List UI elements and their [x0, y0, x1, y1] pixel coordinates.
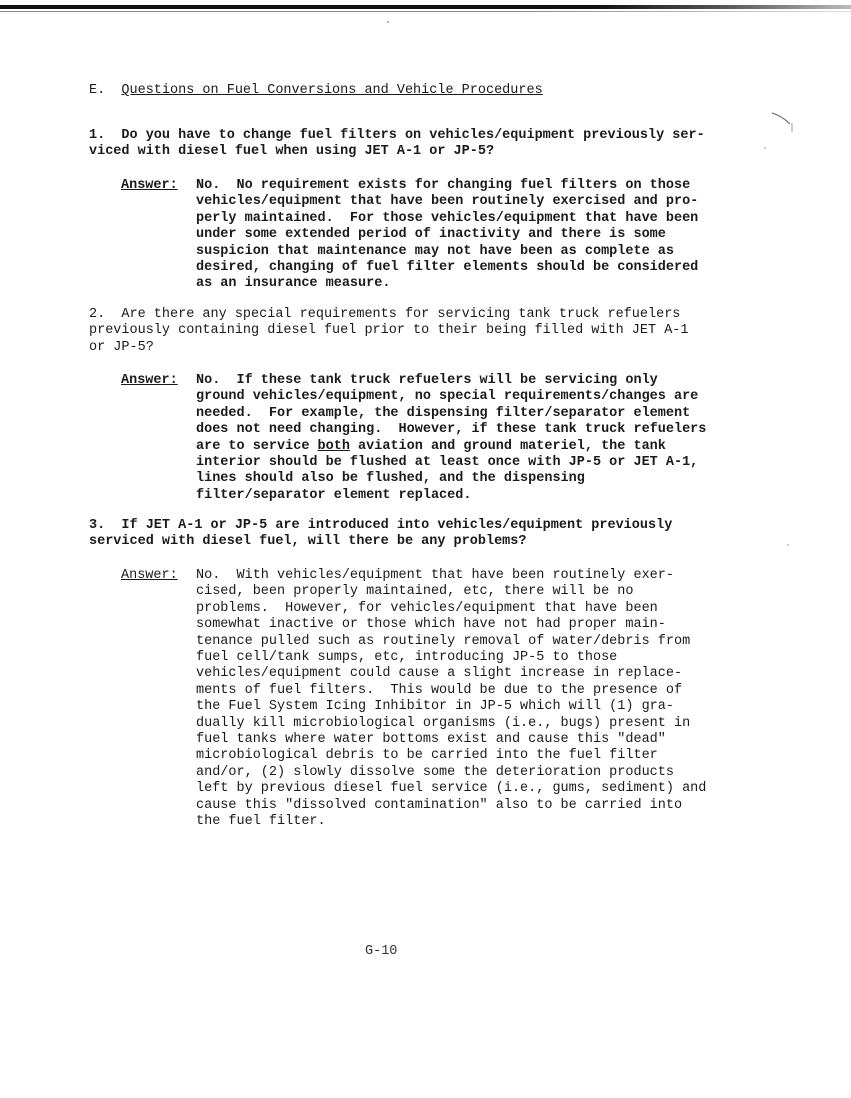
section-letter: E. [89, 83, 106, 98]
answer-line: the Fuel System Icing Inhibitor in JP-5 which will (1) gra- [196, 699, 674, 715]
answer-line: perly maintained. For those vehicles/equipment that have been [196, 210, 699, 226]
emphasis-word: both [317, 438, 350, 454]
question-line: 1. Do you have to change fuel filters on vehicles/equipment previously ser- [89, 128, 705, 143]
answer-line: cised, been properly maintained, etc, there will be no [196, 584, 634, 600]
top-rule [0, 5, 851, 9]
answer-line: ground vehicles/equipment, no special requirements/changes are [196, 389, 699, 405]
answer-line: lines should also be flushed, and the dispensing [196, 471, 585, 487]
answer-label: Answer: [121, 373, 178, 388]
scan-speck [787, 544, 789, 546]
question-1 [89, 128, 729, 161]
question-3 [89, 518, 729, 551]
answer-line: microbiological debris to be carried into the fuel filter [196, 748, 658, 764]
answer-line: No. If these tank truck refuelers will be servicing only [196, 373, 658, 388]
question-line: or JP-5? [89, 339, 154, 355]
answer-line: needed. For example, the dispensing filter/separator element [196, 405, 691, 421]
question-line: serviced with diesel fuel, will there be any problems? [89, 534, 527, 550]
question-line: 3. If JET A-1 or JP-5 are introduced into vehicles/equipment previously [89, 518, 673, 533]
section-title: Questions on Fuel Conversions and Vehicle Procedures [121, 83, 543, 98]
answer-line: as an insurance measure. [196, 276, 391, 292]
answer-line: problems. However, for vehicles/equipment that have been [196, 600, 658, 616]
answer-line: filter/separator element replaced. [196, 487, 472, 503]
answer-3 [196, 568, 726, 831]
question-2 [89, 307, 729, 356]
answer-line: cause this "dissolved contamination" also to be carried into [196, 797, 683, 813]
answer-line-rest: aviation and ground materiel, the tank [349, 438, 666, 454]
answer-line: interior should be flushed at least once with JP-5 or JET A-1, [196, 455, 699, 471]
question-line: previously containing diesel fuel prior to their being filled with JET A-1 [89, 323, 689, 339]
answer-line: somewhat inactive or those which have not had proper main- [196, 617, 666, 633]
answer-line: vehicles/equipment that have been routinely exercised and pro- [196, 194, 699, 210]
answer-line: dually kill microbiological organisms (i.e., bugs) present in [196, 715, 691, 731]
scan-speck [387, 21, 389, 23]
answer-line: under some extended period of inactivity and there is some [196, 227, 666, 243]
answer-line: left by previous diesel fuel service (i.e., gums, sediment) and [196, 781, 707, 797]
answer-line: fuel tanks where water bottoms exist and cause this "dead" [196, 732, 666, 748]
question-line: viced with diesel fuel when using JET A-1 or JP-5? [89, 144, 495, 160]
section-heading [89, 82, 543, 100]
answer-line: suspicion that maintenance may not have been as complete as [196, 243, 674, 259]
question-line: 2. Are there any special requirements for servicing tank truck refuelers [89, 307, 681, 322]
answer-line: No. No requirement exists for changing fuel filters on those [196, 178, 691, 193]
answer-line: does not need changing. However, if these tank truck refuelers [196, 422, 707, 438]
answer-line: and/or, (2) slowly dissolve some the deterioration products [196, 764, 674, 780]
stray-pen-mark-icon [770, 110, 794, 134]
answer-line: ments of fuel filters. This would be due to the presence of [196, 682, 683, 698]
top-rule-thin [0, 11, 851, 12]
answer-2 [196, 373, 726, 504]
answer-line: desired, changing of fuel filter elements should be considered [196, 260, 699, 276]
answer-line: the fuel filter. [196, 814, 326, 830]
page-number: G-10 [365, 944, 398, 959]
answer-line: tenance pulled such as routinely removal of water/debris from [196, 633, 691, 649]
answer-label: Answer: [121, 178, 178, 193]
scan-speck [764, 147, 766, 149]
answer-1 [196, 178, 726, 293]
answer-line: No. With vehicles/equipment that have been routinely exer- [196, 568, 674, 583]
answer-label: Answer: [121, 568, 178, 583]
answer-line: fuel cell/tank sumps, etc, introducing JP-5 to those [196, 650, 618, 666]
answer-line: are to service [196, 438, 318, 454]
answer-line: vehicles/equipment could cause a slight increase in replace- [196, 666, 683, 682]
